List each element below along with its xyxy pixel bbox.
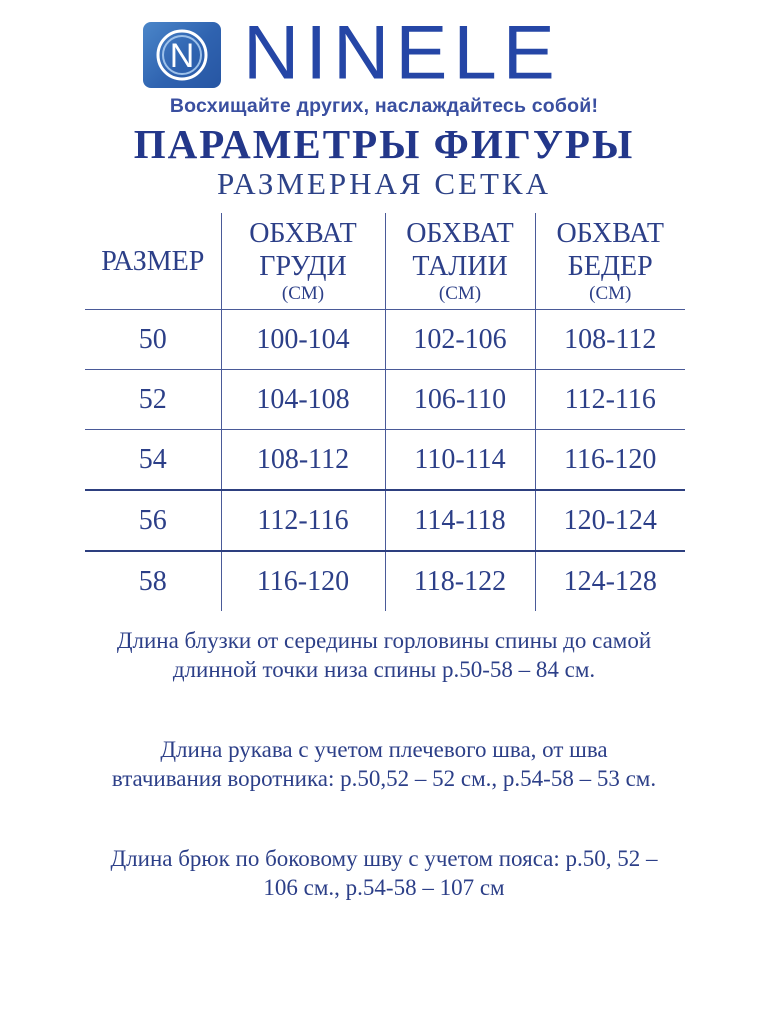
cell-size: 50 [85, 310, 221, 370]
brand-logo [143, 8, 643, 96]
emblem-letter: N [169, 37, 195, 75]
cell-hips: 112-116 [535, 370, 685, 430]
header-unit: (СМ) [281, 283, 325, 304]
cell-waist: 118-122 [385, 551, 535, 611]
cell-bust: 100-104 [221, 310, 385, 370]
cell-size: 58 [85, 551, 221, 611]
cell-bust: 104-108 [221, 370, 385, 430]
header-hips: ОБХВАТ БЕДЕР (СМ) [535, 213, 685, 310]
size-chart-table [85, 213, 685, 611]
cell-waist: 114-118 [385, 490, 535, 551]
cell-hips: 124-128 [535, 551, 685, 611]
note-trousers-length: Длина брюк по боковому шву с учетом пояса: р.50, 52 – 106 см., р.54-58 – 107 см [110, 846, 658, 900]
cell-bust: 112-116 [221, 490, 385, 551]
cell-size: 56 [85, 490, 221, 551]
table-row [85, 430, 685, 491]
brand-emblem-icon [143, 22, 221, 88]
note-blouse-length: Длина блузки от середины горловины спины до самой длинной точки низа спины р.50-58 – 84 см. [116, 628, 652, 682]
table-header-row [85, 213, 685, 310]
header-bust: ОБХВАТ ГРУДИ (СМ) [221, 213, 385, 310]
note-sleeve-length: Длина рукава с учетом плечевого шва, от шва втачивания воротника: р.50,52 – 52 см., р.54-58 – 53 см. [111, 737, 657, 791]
table-row [85, 310, 685, 370]
header-unit: (СМ) [438, 283, 482, 304]
page-title: ПАРАМЕТРЫ ФИГУРЫ [133, 121, 635, 167]
brand-name: NINELE [243, 8, 561, 96]
cell-waist: 110-114 [385, 430, 535, 491]
cell-hips: 120-124 [535, 490, 685, 551]
cell-hips: 108-112 [535, 310, 685, 370]
header-size: РАЗМЕР [101, 245, 205, 277]
cell-hips: 116-120 [535, 430, 685, 491]
brand-tagline: Восхищайте других, наслаждайтесь собой! [169, 95, 599, 117]
table-row [85, 370, 685, 430]
table-row [85, 551, 685, 611]
cell-size: 54 [85, 430, 221, 491]
header-waist: ОБХВАТ ТАЛИИ (СМ) [385, 213, 535, 310]
cell-bust: 108-112 [221, 430, 385, 491]
table-row [85, 490, 685, 551]
cell-waist: 102-106 [385, 310, 535, 370]
cell-bust: 116-120 [221, 551, 385, 611]
page-subtitle: РАЗМЕРНАЯ СЕТКА [217, 166, 551, 201]
cell-waist: 106-110 [385, 370, 535, 430]
header-unit: (СМ) [589, 283, 632, 304]
cell-size: 52 [85, 370, 221, 430]
